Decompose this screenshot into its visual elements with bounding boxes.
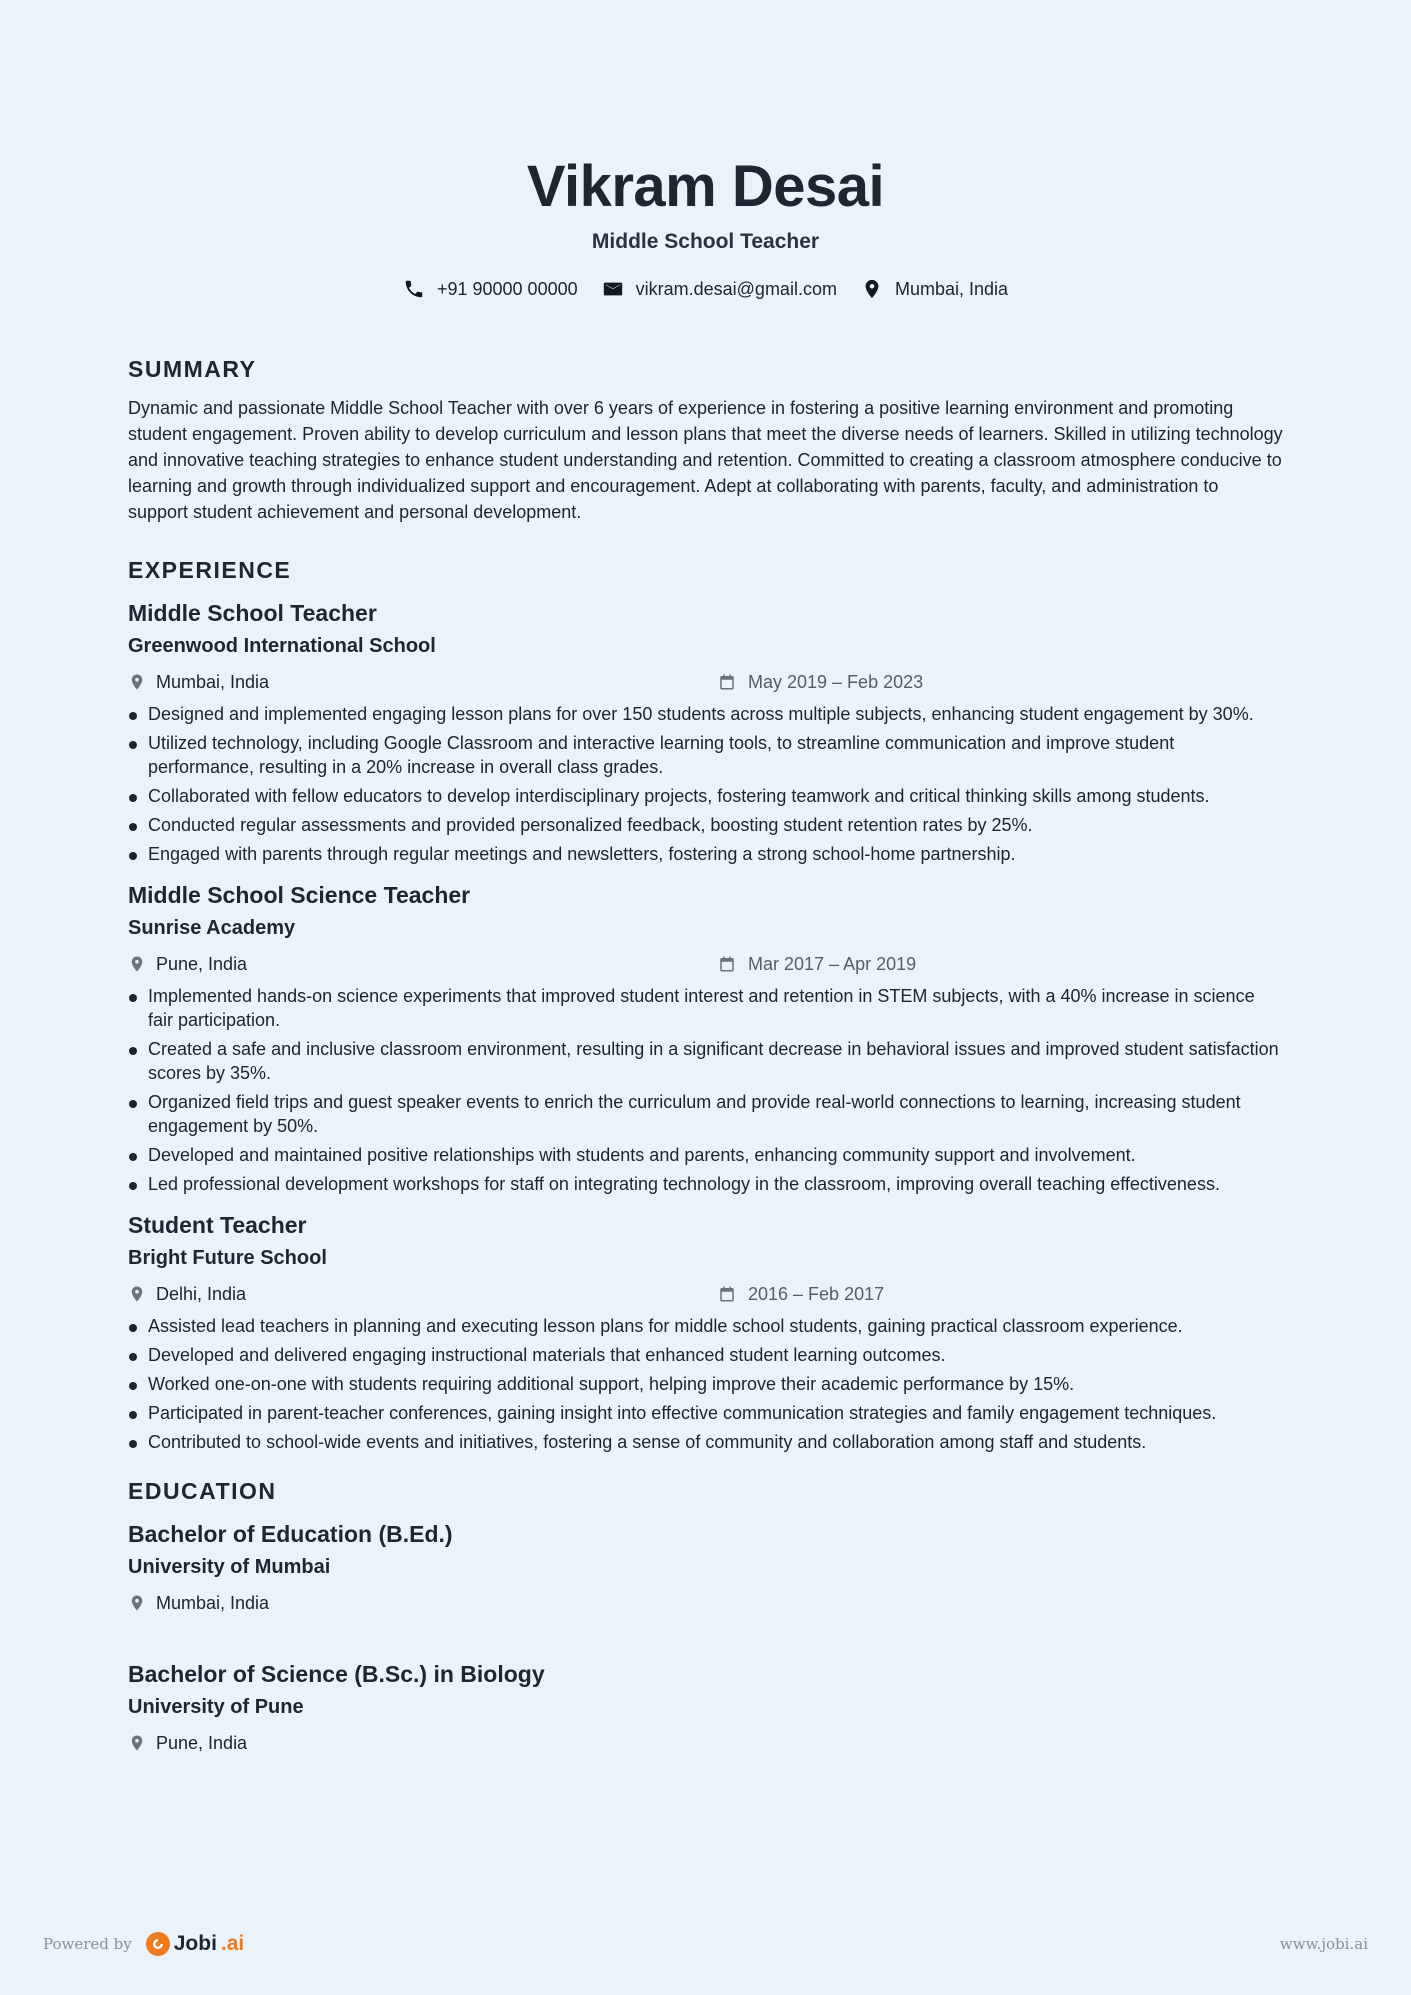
contact-email [602, 278, 837, 300]
job-bullets [128, 1314, 1283, 1454]
location-pin-icon [128, 1594, 146, 1612]
job-bullet: Led professional development workshops for staff on integrating technology in the classroom, improving overall teaching effectiveness. [128, 1172, 1283, 1196]
job-bullets [128, 702, 1283, 866]
job-location-text: Pune, India [156, 954, 248, 974]
education-entry [128, 1659, 1283, 1755]
job-bullet: Created a safe and inclusive classroom environment, resulting in a significant decrease in behavioral issues and improved student satisfaction scores by 35%. [128, 1037, 1283, 1085]
education-location [128, 1591, 718, 1615]
experience-list [128, 598, 1283, 1454]
job-location-text: Delhi, India [156, 1284, 247, 1304]
company-name: Sunrise Academy [128, 917, 296, 939]
phone-number: +91 90000 00000 [436, 278, 578, 299]
contact-info [128, 278, 1283, 300]
job-location-text: Mumbai, India [156, 672, 270, 692]
education-meta [128, 1731, 1283, 1755]
job-location [128, 670, 718, 694]
job-dates [718, 670, 923, 694]
calendar-icon [718, 1285, 736, 1303]
jobi-logo-icon [146, 1932, 170, 1956]
school-name: University of Pune [128, 1696, 304, 1718]
powered-by-label: Powered by [43, 1935, 132, 1953]
location-pin-icon [128, 673, 146, 691]
job-dates [718, 952, 916, 976]
powered-by [43, 1932, 244, 1956]
education-heading: EDUCATION [128, 1478, 277, 1504]
resume-page [128, 0, 1283, 1755]
degree-name: Bachelor of Education (B.Ed.) [128, 1521, 453, 1547]
candidate-title: Middle School Teacher [591, 230, 820, 253]
location-pin-icon [128, 955, 146, 973]
location-pin-icon [128, 1734, 146, 1752]
brand-logo[interactable] [146, 1932, 245, 1956]
job-location [128, 1282, 718, 1306]
education-entry [128, 1519, 1283, 1615]
candidate-name: Vikram Desai [526, 154, 885, 219]
job-bullet: Contributed to school-wide events and initiatives, fostering a sense of community and collaboration among staff and students. [128, 1430, 1283, 1454]
job-bullet: Collaborated with fellow educators to develop interdisciplinary projects, fostering teamwork and critical thinking skills among students. [128, 784, 1283, 808]
job-dates-text: Mar 2017 – Apr 2019 [748, 954, 917, 974]
school-name: University of Mumbai [128, 1556, 331, 1578]
location-pin-icon [861, 278, 883, 300]
email-address: vikram.desai@gmail.com [635, 278, 837, 299]
degree-name: Bachelor of Science (B.Sc.) in Biology [128, 1661, 545, 1687]
job-bullet: Developed and delivered engaging instructional materials that enhanced student learning outcomes. [128, 1343, 1283, 1367]
education-list [128, 1519, 1283, 1755]
contact-location [861, 278, 1008, 300]
job-bullet: Participated in parent-teacher conferences, gaining insight into effective communication strategies and family engagement techniques. [128, 1401, 1283, 1425]
education-location-text: Pune, India [156, 1733, 248, 1753]
job-title: Middle School Teacher [128, 600, 377, 626]
job-entry [128, 598, 1283, 866]
job-meta [128, 1282, 1283, 1306]
job-bullet: Engaged with parents through regular meetings and newsletters, fostering a strong school-home partnership. [128, 842, 1283, 866]
company-name: Greenwood International School [128, 635, 436, 657]
job-bullet: Implemented hands-on science experiments that improved student interest and retention in STEM subjects, with a 40% increase in science fair participation. [128, 984, 1283, 1032]
brand-main: Jobi [173, 1932, 217, 1955]
education-location-text: Mumbai, India [156, 1593, 270, 1613]
job-title: Student Teacher [128, 1212, 307, 1238]
job-dates [718, 1282, 884, 1306]
summary-heading: SUMMARY [128, 356, 257, 382]
contact-phone [403, 278, 578, 300]
experience-heading: EXPERIENCE [128, 557, 292, 583]
job-dates-text: 2016 – Feb 2017 [748, 1284, 885, 1304]
job-bullet: Utilized technology, including Google Classroom and interactive learning tools, to streamline communication and improve student performance, resulting in a 20% increase in overall class grades. [128, 731, 1283, 779]
job-bullets [128, 984, 1283, 1196]
job-dates-text: May 2019 – Feb 2023 [748, 672, 924, 692]
location-pin-icon [128, 1285, 146, 1303]
resume-header [128, 0, 1283, 300]
envelope-icon [602, 278, 624, 300]
page-footer [0, 1928, 1411, 1958]
brand-suffix: .ai [220, 1932, 245, 1955]
calendar-icon [718, 955, 736, 973]
job-bullet: Organized field trips and guest speaker events to enrich the curriculum and provide real-world connections to learning, increasing student engagement by 50%. [128, 1090, 1283, 1138]
job-entry [128, 880, 1283, 1196]
education-location [128, 1731, 718, 1755]
summary-text: Dynamic and passionate Middle School Teacher with over 6 years of experience in fostering a positive learning environment and promoting student engagement. Proven ability to develop curriculum and lesson plans that meet the diverse needs of learners. Skilled in utilizing technology and innovative teaching strategies to enhance student understanding and retention. Committed to creating a classroom atmosphere conducive to learning and growth through individualized support and encouragement. Adept at collaborating with parents, faculty, and administration to support student achievement and personal development. [128, 398, 1283, 522]
calendar-icon [718, 673, 736, 691]
education-meta [128, 1591, 1283, 1615]
job-bullet: Conducted regular assessments and provided personalized feedback, boosting student retention rates by 25%. [128, 813, 1283, 837]
job-title: Middle School Science Teacher [128, 882, 471, 908]
job-meta [128, 670, 1283, 694]
job-bullet: Developed and maintained positive relationships with students and parents, enhancing community support and involvement. [128, 1143, 1283, 1167]
phone-icon [403, 278, 425, 300]
job-bullet: Assisted lead teachers in planning and executing lesson plans for middle school students, gaining practical classroom experience. [128, 1314, 1283, 1338]
job-meta [128, 952, 1283, 976]
job-entry [128, 1210, 1283, 1454]
company-name: Bright Future School [128, 1247, 327, 1269]
footer-website[interactable]: www.jobi.ai [1279, 1935, 1368, 1953]
job-location [128, 952, 718, 976]
job-bullet: Worked one-on-one with students requiring additional support, helping improve their academic performance by 15%. [128, 1372, 1283, 1396]
job-bullet: Designed and implemented engaging lesson plans for over 150 students across multiple subjects, enhancing student engagement by 30%. [128, 702, 1283, 726]
location-text: Mumbai, India [894, 278, 1009, 299]
